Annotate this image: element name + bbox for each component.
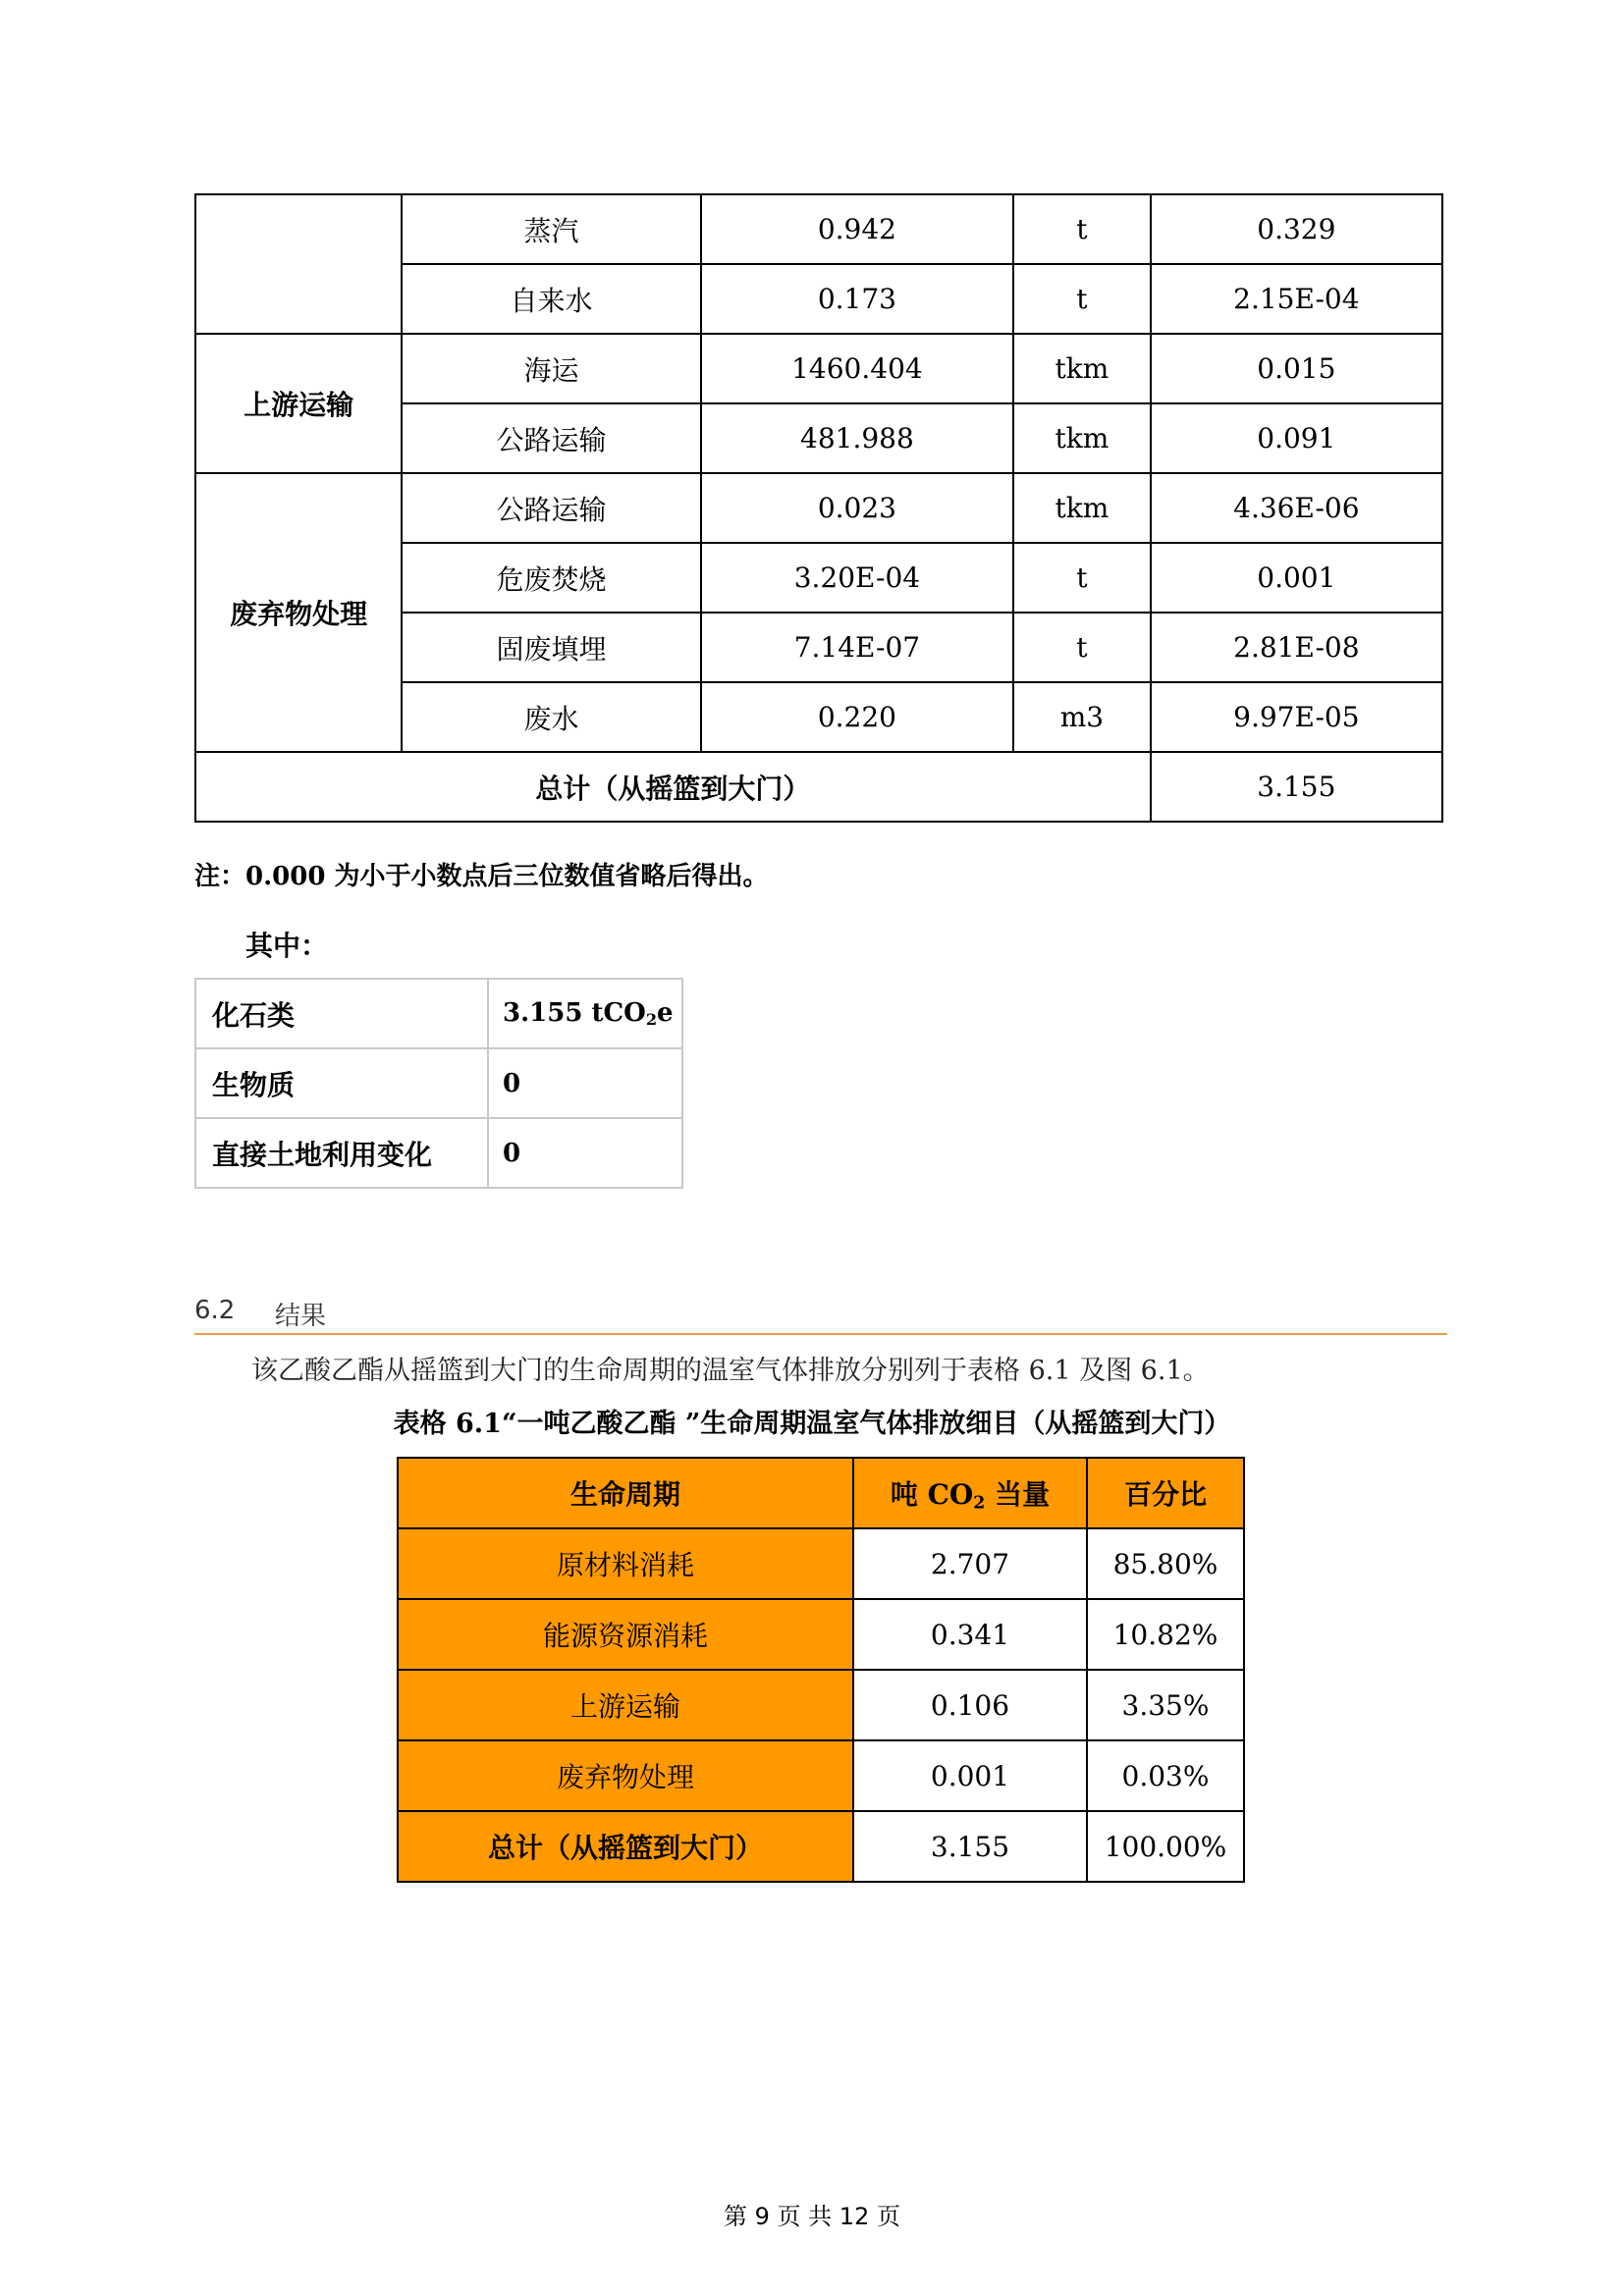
table-note: 注：0.000 为小于小数点后三位数值省略后得出。 [194,862,769,891]
section-title: 结果 [275,1302,327,1331]
amount-cell: 481.988 [701,403,1014,473]
emission-cell: 2.15E-04 [1151,264,1442,334]
emission-cell: 0.091 [1151,403,1442,473]
origin-label: 直接土地利用变化 [195,1118,488,1188]
amount-cell: 0.023 [701,473,1014,543]
table-row [195,194,1442,264]
percent-cell: 3.35% [1087,1670,1244,1740]
item-cell: 公路运输 [402,403,700,473]
origin-value: 3.155 tCO$_2$e [488,979,682,1048]
item-cell: 海运 [402,334,700,403]
total-percent-cell: 100.00% [1087,1811,1244,1882]
results-table [397,1457,1245,1883]
group-cell [195,194,402,334]
table-caption: 表格 6.1“一吨乙酸乙酯 ”生命周期温室气体排放细目（从摇篮到大门） [393,1409,1231,1439]
value-cell: 0.341 [853,1599,1087,1670]
group-cell: 废弃物处理 [195,473,402,752]
value-cell: 0.001 [853,1740,1087,1811]
origin-label: 生物质 [195,1048,488,1118]
amount-cell: 1460.404 [701,334,1014,403]
header-percent: 百分比 [1087,1458,1244,1528]
amount-cell: 0.220 [701,682,1014,752]
body-paragraph: 该乙酸乙酯从摇篮到大门的生命周期的温室气体排放分别列于表格 6.1 及图 6.1。 [251,1356,1210,1386]
table-row [398,1740,1244,1811]
header-lifecycle: 生命周期 [398,1458,853,1528]
section-number: 6.2 [194,1296,236,1325]
table-row [398,1528,1244,1599]
table-row [195,473,1442,543]
stage-cell: 原材料消耗 [398,1528,853,1599]
table-row [195,979,682,1048]
amount-cell: 3.20E-04 [701,543,1014,613]
header-co2: 吨 $CO_2$ 当量 [853,1458,1087,1528]
page-footer: 第 9 页 共 12 页 [724,2203,900,2230]
unit-cell: tkm [1013,403,1151,473]
group-cell: 上游运输 [195,334,402,473]
emission-cell: 0.015 [1151,334,1442,403]
table-row [195,334,1442,403]
emission-cell: 9.97E-05 [1151,682,1442,752]
emission-cell: 0.001 [1151,543,1442,613]
value-cell: 0.106 [853,1670,1087,1740]
unit-cell: t [1013,613,1151,682]
header-row [398,1458,1244,1528]
item-cell: 危废焚烧 [402,543,700,613]
emission-cell: 2.81E-08 [1151,613,1442,682]
total-value: 3.155 [1151,752,1442,822]
unit-cell: m3 [1013,682,1151,752]
percent-cell: 85.80% [1087,1528,1244,1599]
unit-cell: tkm [1013,473,1151,543]
origin-value: 0 [488,1048,682,1118]
stage-cell: 能源资源消耗 [398,1599,853,1670]
section-heading [194,1294,1447,1335]
table-row [398,1599,1244,1670]
of-which-label: 其中： [245,930,329,962]
unit-cell: t [1013,264,1151,334]
table-row [195,1118,682,1188]
percent-cell: 10.82% [1087,1599,1244,1670]
emission-cell: 4.36E-06 [1151,473,1442,543]
total-row [195,752,1442,822]
amount-cell: 0.173 [701,264,1014,334]
emission-cell: 0.329 [1151,194,1442,264]
total-row [398,1811,1244,1882]
origin-value: 0 [488,1118,682,1188]
unit-cell: tkm [1013,334,1151,403]
stage-cell: 上游运输 [398,1670,853,1740]
total-value-cell: 3.155 [853,1811,1087,1882]
total-label: 总计（从摇篮到大门） [195,752,1151,822]
item-cell: 蒸汽 [402,194,700,264]
table-row [195,1048,682,1118]
unit-cell: t [1013,543,1151,613]
item-cell: 固废填埋 [402,613,700,682]
origin-label: 化石类 [195,979,488,1048]
emission-detail-table [194,193,1443,823]
amount-cell: 7.14E-07 [701,613,1014,682]
stage-cell: 废弃物处理 [398,1740,853,1811]
item-cell: 自来水 [402,264,700,334]
item-cell: 公路运输 [402,473,700,543]
percent-cell: 0.03% [1087,1740,1244,1811]
amount-cell: 0.942 [701,194,1014,264]
table-row [398,1670,1244,1740]
emission-origin-table [194,978,683,1189]
value-cell: 2.707 [853,1528,1087,1599]
total-stage-cell: 总计（从摇篮到大门） [398,1811,853,1882]
item-cell: 废水 [402,682,700,752]
unit-cell: t [1013,194,1151,264]
